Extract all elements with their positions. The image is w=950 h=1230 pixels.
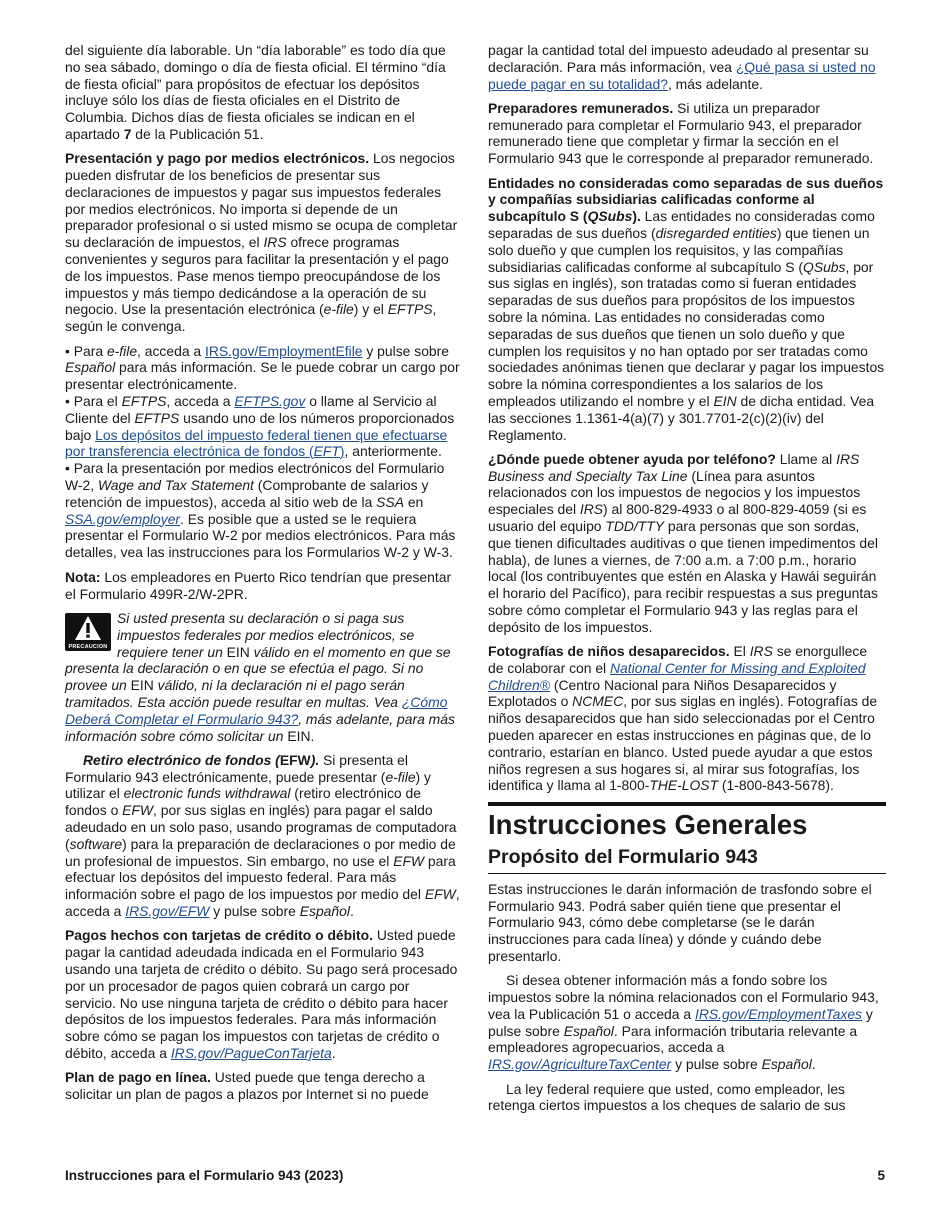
link-pague-con-tarjeta[interactable]: IRS.gov/PagueConTarjeta [170,1044,332,1061]
paragraph-missing-children: Fotografías de niños desaparecidos. El IRS se enorgullece de colaborar con el National Center for Missing and Exploited Children® (Centro Nacional para Niños Desaparecidos y Explotados o NCMEC, por sus siglas en inglés). Fotografías de niños desaparecidos que han sido seleccionadas por el Centro pueden aparecer en estas instrucciones en páginas que, de lo contrario, estarían en blanco. Usted puede ayudar a que estos niños regresen a sus hogares si, al mirar sus fotografías, los identifica y llama al 1-800-THE-LOST (1-800-843-5678). [488,643,878,794]
link-como-completar[interactable]: ¿Cómo Deberá Completar el Formulario 943? [65,693,448,727]
link-agriculture-tax-center[interactable]: IRS.gov/AgricultureTaxCenter [488,1056,672,1073]
bullet-w2: • Para la presentación por medios electrónicos del Formulario W-2, Wage and Tax Statement (Comprobante de salarios y retención de impuestos), acceda al sitio web de la SSA en SSA.gov/employer. Es posible que a usted se le requiera presentar el Formulario W-2 por medios electrónicos. Para más detalles, vea las instrucciones para los Formularios W-2 y W-3. [65,460,456,561]
link-employment-taxes[interactable]: IRS.gov/EmploymentTaxes [694,1005,862,1022]
paragraph-holidays: del siguiente día laborable. Un “día laborable” es todo día que no sea sábado, domingo o día de fiesta oficial. El término “día de fiesta oficial” para propósitos de efectuar los depósitos incluye sólo los días de fiesta oficiales en el Distrito de Columbia. Dichos días de fiesta oficiales se indican en el apartado 7 de la Publicación 51. [65,42,446,142]
bullet-efile: • Para e-file, acceda a IRS.gov/EmploymentEfile y pulse sobre Español para más información. Se le puede cobrar un cargo por presentar electrónicamente. [65,342,460,393]
caution-icon: PRECAUCION [65,613,111,651]
link-federal-deposits-eft[interactable]: Los depósitos del impuesto federal tienen que efectuarse por transferencia electrónica de fondos (EFT) [65,426,448,460]
link-pay-in-full[interactable]: ¿Qué pasa si usted no puede pagar en su totalidad? [488,58,876,92]
paragraph-electronic-filing: Presentación y pago por medios electrónicos. Los negocios pueden disfrutar de los beneficios de presentar sus declaraciones de impuestos y pagar sus impuestos federales por medios electrónicos. No importa si depende de un preparador profesional o si usted mismo se ocupa de completar su declaración de impuestos, el IRS ofrece programas convenientes y seguros para facilitar la presentación y el pago de los impuestos. Pase menos tiempo preocupándose de los impuestos y más tiempo dedicándose a la operación de su negocio. Use la presentación electrónica (e-file) y el EFTPS, según le convenga. [65,150,458,335]
left-column [65,42,463,1110]
right-column [488,42,886,1122]
link-ncmec[interactable]: National Center for Missing and Exploited Children® [488,659,866,693]
paragraph-phone-help: ¿Dónde puede obtener ayuda por teléfono? Llame al IRS Business and Specialty Tax Line (Línea para asuntos relacionados con los impuestos de negocios y los impuestos especiales del IRS) al 800-829-4933 o al 800-829-4059 (si es usuario del equipo TDD/TTY para personas que son sordas, que tienen dificultades auditivas o que tienen impedimentos del habla), de lunes a viernes, de 7:00 a.m. a 7:00 p.m., horario local (los contribuyentes que estén en Alaska y Hawái seguirán el horario del Pacífico), para recibir respuestas a sus preguntas sobre cómo completar el Formulario 943 y las reglas para el depósito de los impuestos. [488,450,878,635]
page-footer [65,1168,885,1185]
section-title: Instrucciones Generales [488,808,808,840]
paragraph-credit-cards: Pagos hechos con tarjetas de crédito o débito. Usted puede pagar la cantidad adeudada indicada en el Formulario 943 usando una tarjeta de crédito o débito. Su pago será procesado por un procesador de pagos quien cobrará un cargo por servicio. No use ninguna tarjeta de crédito o débito para hacer depósitos de los impuestos federales. Para más información sobre cómo se pagan los impuestos con tarjetas de crédito o débito, acceda a IRS.gov/PagueConTarjeta. [65,927,458,1061]
paragraph-disregarded-entities: Entidades no consideradas como separadas de sus dueños y compañías subsidiarias calificadas conforme al subcapítulo S (QSubs). Las entidades no consideradas como separadas de sus dueños (disregarded entities) que tienen un solo dueño y que cumplen los requisitos, y las compañías subsidiarias calificadas conforme al subcapítulo S (QSubs, por sus siglas en inglés), son tratadas como si fueran entidades separadas de sus dueños para propósitos de los impuestos sobre la nómina. Las entidades no consideradas como separadas de sus dueños que tienen un solo dueño y que cumplen los requisitos y no han optado por ser tratadas como sociedades anónimas tienen que declarar y pagar los impuestos sobre la nómina correspondientes a los salarios de los empleados utilizando el nombre y el EIN de dicha entidad. Vea las secciones 1.1361-4(a)(7) y 301.7701-2(c)(2)(iv) del Reglamento. [488,174,885,443]
paragraph-continuation: pagar la cantidad total del impuesto adeudado al presentar su declaración. Para más información, vea ¿Qué pasa si usted no puede pagar en su totalidad?, más adelante. [488,42,876,92]
page-number: 5 [877,1168,885,1183]
paragraph-purpose-2: Si desea obtener información más a fondo sobre los impuestos sobre la nómina relacionados con el Formulario 943, vea la Publicación 51 o acceda a IRS.gov/EmploymentTaxes y pulse sobre Español. Para información tributaria relevante a empleadores agropecuarios, acceda a IRS.gov/AgricultureTaxCenter y pulse sobre Español. [488,972,879,1073]
heading-electronic-filing: Presentación y pago por medios electrónicos. [65,150,370,167]
paragraph-paid-preparers: Preparadores remunerados. Si utiliza un preparador remunerado para completar el Formulario 943, el preparador remunerado tiene que completar y firmar la sección en el Formulario 943 que le corresponde al preparador remunerado. [488,99,874,167]
paragraph-purpose-1: Estas instrucciones le darán información de trasfondo sobre el Formulario 943. Podrá saber quién tiene que presentar el Formulario 943, cómo debe completarse (se le darán instrucciones para cada línea) y dónde y cuándo debe presentarlo. [488,880,872,964]
bullet-eftps: • Para el EFTPS, acceda a EFTPS.gov o llame al Servicio al Cliente del EFTPS usando uno de los números proporcionados bajo Los depósitos del impuesto federal tienen que efectuarse por transferencia electrónica de fondos (EFT), anteriormente. [65,392,455,460]
caution-block: PRECAUCION Si usted presenta su declaración o si paga sus impuestos federales por medios electrónicos, se requiere tener un EIN válido en el momento en que se presenta la declaración o en que se efectúa el pago. Si no provee un EIN válido, ni la declaración ni el pago serán tramitados. Esta acción puede resultar en multas. Vea ¿Cómo Deberá Completar el Formulario 943?, más adelante, para más información sobre cómo solicitar un EIN. [65,610,455,744]
subsection-divider [488,873,886,874]
link-ssa-employer[interactable]: SSA.gov/employer [65,510,181,527]
footer-title: Instrucciones para el Formulario 943 (2023) [65,1168,344,1183]
note-puerto-rico: Nota: Los empleadores en Puerto Rico tendrían que presentar el Formulario 499R-2/W-2PR. [65,568,452,602]
paragraph-payment-plan: Plan de pago en línea. Usted puede que tenga derecho a solicitar un plan de pagos a plazos por Internet si no puede [65,1069,429,1103]
link-irs-efw[interactable]: IRS.gov/EFW [125,903,210,920]
link-eftps[interactable]: EFTPS.gov [234,392,306,409]
link-employment-efile[interactable]: IRS.gov/EmploymentEfile [205,342,363,359]
paragraph-purpose-3: La ley federal requiere que usted, como empleador, les retenga ciertos impuestos a los cheques de salario de sus [488,1080,846,1114]
paragraph-efw: Retiro electrónico de fondos (EFW). Si presenta el Formulario 943 electrónicamente, puede presentar (e-file) y utilizar el electronic funds withdrawal (retiro electrónico de fondos o EFW, por sus siglas en inglés) para pagar el saldo adeudado en un solo paso, usando programas de computadora (software) para la preparación de declaraciones o por medio de un profesional de impuestos. Sin embargo, no use el EFW para efectuar los depósitos del impuesto federal. Para más información sobre el pago de los impuestos por medio del EFW, acceda a IRS.gov/EFW y pulse sobre Español. [65,751,460,920]
subsection-title: Propósito del Formulario 943 [488,845,758,868]
section-divider [488,802,886,806]
